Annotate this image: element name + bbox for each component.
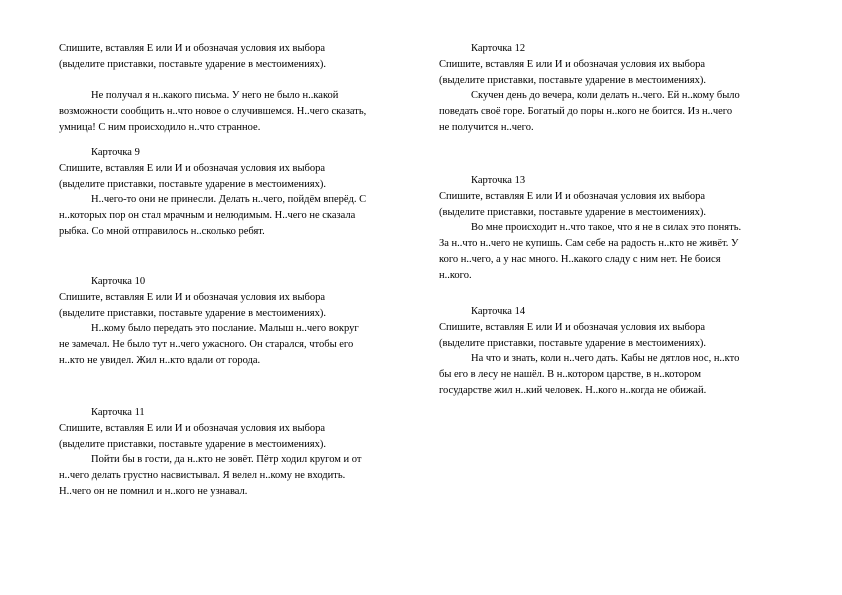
text-line: Н..чего он не помнил и н..кого не узнавал.: [59, 485, 248, 497]
text-line: возможности сообщить н..что новое о случившемся. Н..чего сказать,: [59, 106, 367, 118]
text-line: За н..что н..чего не купишь. Сам себе на радость н..кто не живёт. У: [439, 238, 739, 250]
exercise-card-9: [59, 145, 404, 240]
card-title: Карточка 14: [471, 306, 526, 317]
instruction-line: Спишите, вставляя Е или И и обозначая условия их выбора: [59, 162, 326, 174]
text-line: Н..кому было передать это послание. Малыш н..чего вокруг: [91, 323, 359, 335]
exercise-card-12: [439, 41, 784, 136]
instruction-line: (выделите приставки, поставьте ударение в местоимениях).: [439, 206, 706, 218]
text-line: кого н..чего, а у нас много. Н..какого сладу с ним нет. Не боися: [439, 253, 721, 265]
text-line: рыбка. Со мной отправилось н..сколько ребят.: [59, 225, 265, 237]
text-line: н..которых пор он стал мрачным и нелюдимым. Н..чего не сказала: [59, 210, 356, 222]
instruction-line: (выделите приставки, поставьте ударение в местоимениях).: [59, 438, 326, 450]
instruction-line: (выделите приставки, поставьте ударение в местоимениях).: [439, 74, 706, 86]
text-line: государстве жил н..кий человек. Н..кого н..когда не обижай.: [439, 384, 707, 396]
instruction-line: (выделите приставки, поставьте ударение в местоимениях).: [439, 337, 706, 349]
text-line: н..чего делать грустно насвистывал. Я велел н..кому не входить.: [59, 470, 346, 482]
text-line: бы его в лесу не нашёл. В н..котором царстве, в н..котором: [439, 369, 701, 381]
text-line: не получится н..чего.: [439, 121, 534, 133]
instruction-line: Спишите, вставляя Е или И и обозначая условия их выбора: [439, 321, 706, 333]
exercise-card-8: [59, 41, 404, 136]
card-title: Карточка 10: [91, 276, 146, 287]
text-line: н..кто не увидел. Жил н..кто вдали от города.: [59, 354, 261, 366]
text-line: На что и знать, коли н..чего дать. Кабы не дятлов нос, н..кто: [471, 353, 740, 365]
instruction-line: Спишите, вставляя Е или И и обозначая условия их выбора: [59, 291, 326, 303]
text-line: не замечал. Не было тут н..чего ужасного. Он старался, чтобы его: [59, 339, 354, 351]
text-line: Во мне происходит н..что такое, что я не в силах это понять.: [471, 222, 742, 234]
exercise-card-13: [439, 173, 784, 284]
exercise-card-10: [59, 274, 404, 369]
instruction-line: Спишите, вставляя Е или И и обозначая условия их выбора: [439, 190, 706, 202]
instruction-line: Спишите, вставляя Е или И и обозначая условия их выбора: [59, 43, 326, 54]
text-line: Не получал я н..какого письма. У него не было н..какой: [91, 90, 339, 102]
text-line: н..кого.: [439, 269, 472, 281]
text-line: умница! С ним происходило н..что странное.: [59, 121, 261, 133]
exercise-card-14: [439, 304, 784, 399]
card-title: Карточка 13: [471, 175, 526, 186]
instruction-line: Спишите, вставляя Е или И и обозначая условия их выбора: [59, 422, 326, 434]
card-title: Карточка 11: [91, 407, 145, 418]
text-line: Скучен день до вечера, коли делать н..чего. Ей н..кому было: [471, 90, 740, 102]
instruction-line: (выделите приставки, поставьте ударение в местоимениях).: [59, 58, 326, 70]
instruction-line: Спишите, вставляя Е или И и обозначая условия их выбора: [439, 58, 706, 70]
instruction-line: (выделите приставки, поставьте ударение в местоимениях).: [59, 307, 326, 319]
text-line: поведать своё горе. Богатый до поры н..кого не боится. Из н..чего: [439, 106, 733, 118]
exercise-card-11: [59, 405, 404, 500]
card-title: Карточка 12: [471, 43, 526, 54]
card-title: Карточка 9: [91, 147, 140, 158]
instruction-line: (выделите приставки, поставьте ударение в местоимениях).: [59, 178, 326, 190]
text-line: Н..чего-то они не принесли. Делать н..чего, пойдём вперёд. С: [91, 194, 367, 206]
text-line: [59, 73, 404, 89]
text-line: Пойти бы в гости, да н..кто не зовёт. Пётр ходил кругом и от: [91, 454, 362, 466]
